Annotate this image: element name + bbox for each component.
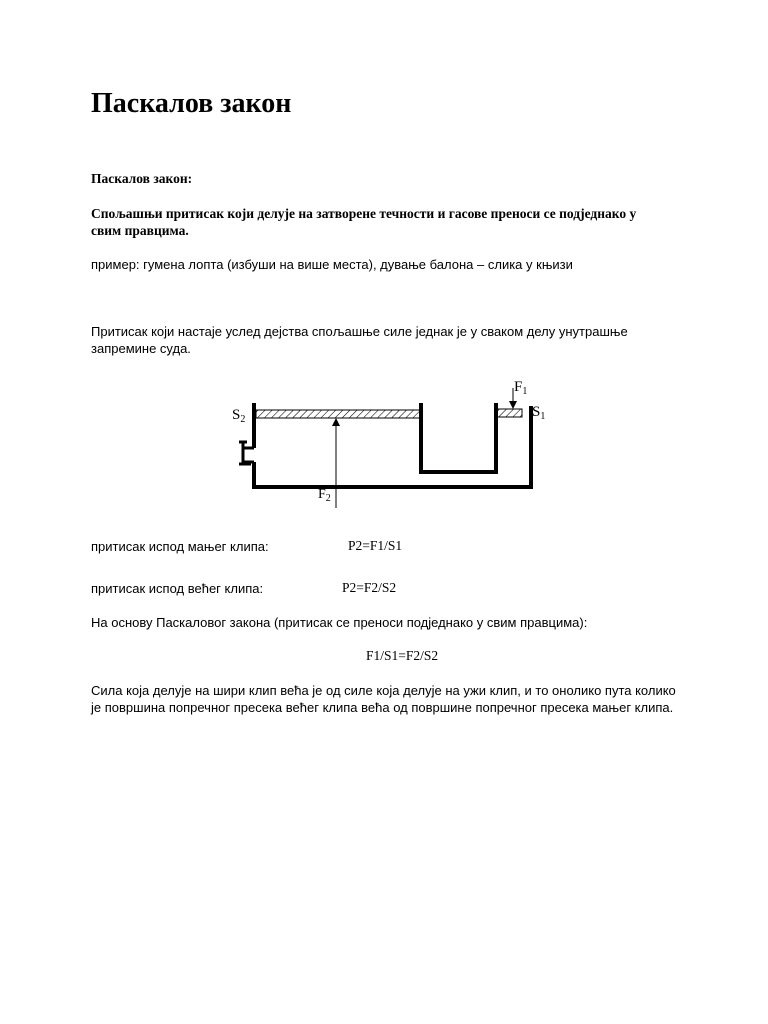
- law-statement: Спољашњи притисак који делује на затворене течности и гасове преноси се подједнако у свим правцима.: [91, 206, 637, 238]
- small-piston-formula: P2=F1/S1: [348, 538, 403, 553]
- basis-text: На основу Паскаловог закона (притисак се преноси подједнако у свим правцима):: [91, 615, 588, 630]
- section-heading: Паскалов закон:: [91, 171, 193, 186]
- s2-label: $S_2$: [232, 407, 246, 425]
- pressure-description: Притисак који настаје услед дејства спољашње силе једнак је у сваком делу унутрашње запремине суда.: [91, 324, 628, 356]
- large-piston: [256, 410, 420, 418]
- page-title: Паскалов закон: [91, 88, 292, 119]
- equation: F1/S1=F2/S2: [366, 648, 439, 663]
- example-text: пример: гумена лопта (избуши на више места), дување балона – слика у књизи: [91, 257, 573, 272]
- f1-label: $F_1$: [514, 379, 528, 397]
- large-piston-formula: P2=F2/S2: [342, 580, 397, 595]
- small-piston-label: притисак испод мањег клипа:: [91, 539, 269, 554]
- s1-label: $S_1$: [532, 404, 546, 422]
- hydraulic-press-diagram: [225, 372, 555, 510]
- f2-label: $F_2$: [318, 487, 331, 504]
- conclusion-text: Сила која делује на шири клип већа је од силе која делује на ужи клип, и то онолико пута колико је површина попречног пресека већег клипа већа од површине попречног пресека мањег клипа.: [91, 683, 676, 715]
- valve: [239, 442, 254, 464]
- large-piston-label: притисак испод већег клипа:: [91, 581, 264, 596]
- small-piston: [496, 409, 522, 417]
